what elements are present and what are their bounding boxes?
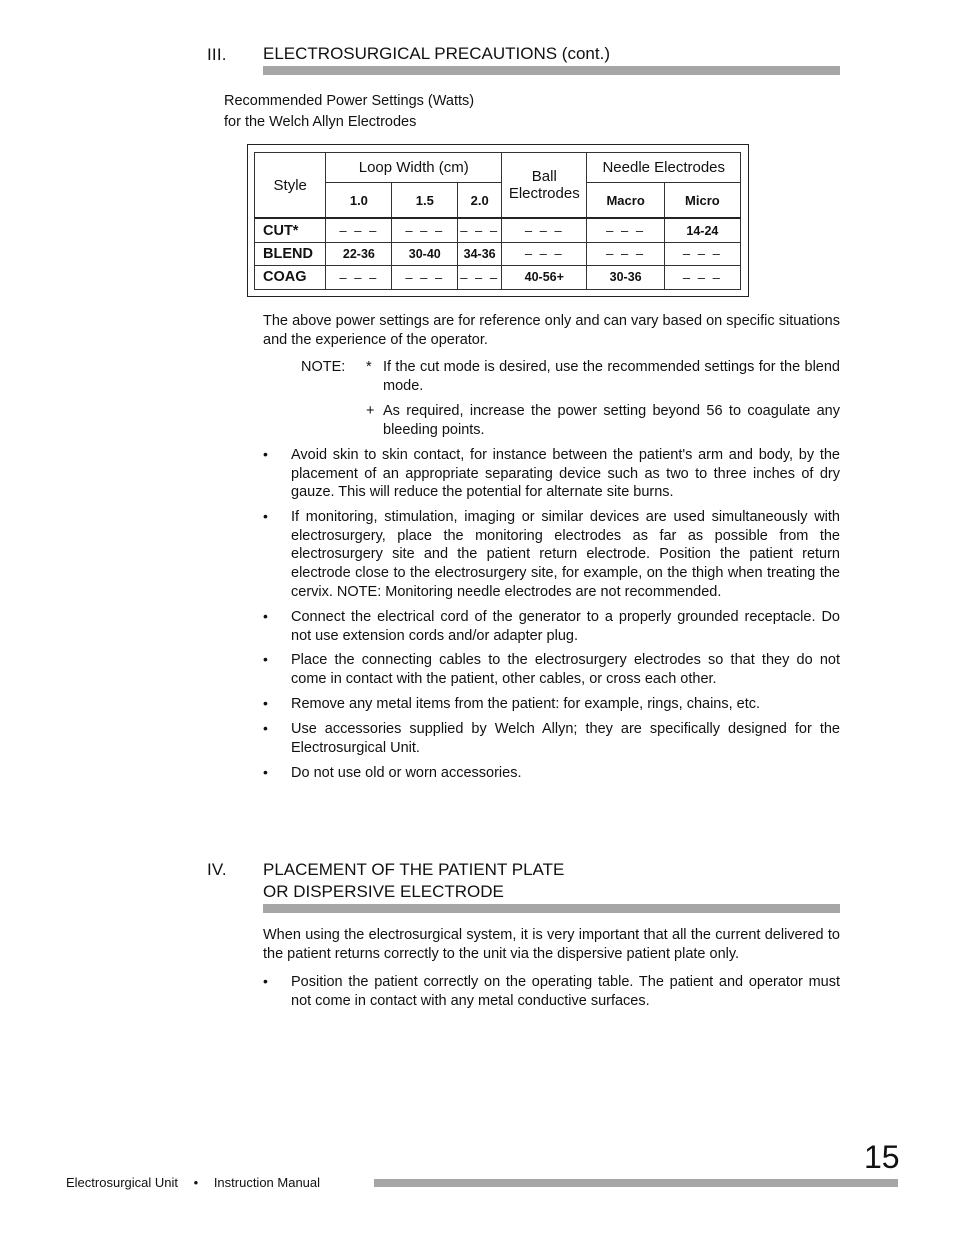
bullet-item: Avoid skin to skin contact, for instance between the patient's arm and body, by the placement of an appropriate separating device such as two to three inches of dry gauze. This will reduce the potential for alternate site burns. [291,447,840,501]
needle-electrodes-header: Needle Electrodes [587,153,741,183]
sub-header-1-5: 1.5 [392,183,458,219]
table-caption-line-1: Recommended Power Settings (Watts) [224,93,475,109]
table-cell: – – – [458,265,502,289]
bullet-icon: • [263,508,268,524]
section-4-number: IV. [207,860,227,879]
row-label-cut: CUT* [255,218,326,242]
row-label-blend: BLEND [255,243,326,265]
table-row [255,265,741,289]
table-cell: – – – [502,218,587,242]
bullet-item: Remove any metal items from the patient: for example, rings, chains, etc. [291,696,761,712]
bullet-item: Use accessories supplied by Welch Allyn; they are specifically designed for the Electrosurgical Unit. [291,721,840,756]
table-caption-line-2: for the Welch Allyn Electrodes [224,114,417,130]
sub-header-1-0: 1.0 [326,183,392,219]
table-cell: – – – [326,265,392,289]
bullet-icon: • [263,764,268,780]
bullet-item: Position the patient correctly on the operating table. The patient and operator must not come in contact with any metal conductive surfaces. [291,974,840,1009]
table-cell: – – – [392,218,458,242]
table-cell: 40-56+ [502,265,587,289]
section-4-title-line-2: OR DISPERSIVE ELECTRODE [263,882,504,901]
reference-paragraph: The above power settings are for reference only and can vary based on specific situations and the experience of the operator. [263,313,840,348]
note-label: NOTE: [301,359,346,375]
table-cell: – – – [392,265,458,289]
table-cell: 34-36 [458,243,502,265]
power-table-frame [247,144,749,297]
section-4-rule [263,904,840,913]
section-3-number: III. [207,45,227,64]
section-4-paragraph: When using the electrosurgical system, it is very important that all the current delivered to the patient returns correctly to the unit via the dispersive patient plate only. [263,927,840,962]
ball-electrodes-header: Ball Electrodes [502,153,587,219]
table-cell: – – – [326,218,392,242]
section-3-title: ELECTROSURGICAL PRECAUTIONS (cont.) [263,44,610,63]
bullet-icon: • [263,973,268,989]
table-cell: – – – [587,243,664,265]
note-item-coagulate: As required, increase the power setting beyond 56 to coagulate any bleeding points. [383,403,840,438]
table-cell: – – – [502,243,587,265]
table-cell: – – – [664,243,740,265]
note-symbol-asterisk: * [366,359,372,375]
bullet-item: Connect the electrical cord of the generator to a properly grounded receptacle. Do not use extension cords and/or adapter plug. [291,609,840,644]
sub-header-macro: Macro [587,183,664,219]
table-cell: 22-36 [326,243,392,265]
section-4-title [263,859,564,903]
table-cell: – – – [587,218,664,242]
note-symbol-plus: + [366,403,375,419]
bullet-item: If monitoring, stimulation, imaging or similar devices are used simultaneously with electrosurgery, place the monitoring electrodes as far as possible from the electrosurgery site and the patient return electrode. Position the patient return electrode close to the electrosurgery site, for example, on the thigh when treating the cervix. NOTE: Monitoring needle electrodes are not recommended. [291,509,840,600]
style-header: Style [255,153,326,219]
footer-right: Instruction Manual [213,1175,321,1190]
table-caption [224,91,474,133]
sub-header-2-0: 2.0 [458,183,502,219]
bullet-icon: • [263,446,268,462]
table-cell: 30-40 [392,243,458,265]
bullet-icon: • [263,695,268,711]
bullet-item: Do not use old or worn accessories. [291,765,522,781]
table-cell: – – – [664,265,740,289]
table-row [255,243,741,265]
footer-rule [374,1179,898,1187]
bullet-icon: • [263,651,268,667]
bullet-icon: • [263,608,268,624]
loop-width-header: Loop Width (cm) [326,153,502,183]
section-4-title-line-1: PLACEMENT OF THE PATIENT PLATE [263,860,565,879]
footer-left: Electrosurgical Unit [66,1175,178,1190]
footer-text [66,1175,320,1190]
page-number: 15 [864,1139,900,1175]
section-3-rule [263,66,840,75]
table-row [255,218,741,242]
table-cell: 30-36 [587,265,664,289]
table-cell: 14-24 [664,218,740,242]
row-label-coag: COAG [255,265,326,289]
sub-header-micro: Micro [664,183,740,219]
bullet-icon: • [263,720,268,736]
footer-separator: • [193,1175,199,1190]
note-item-cut: If the cut mode is desired, use the recommended settings for the blend mode. [383,359,840,394]
power-settings-table [254,152,741,290]
table-cell: – – – [458,218,502,242]
bullet-item: Place the connecting cables to the electrosurgery electrodes so that they do not come in contact with the patient, other cables, or cross each other. [291,652,840,687]
